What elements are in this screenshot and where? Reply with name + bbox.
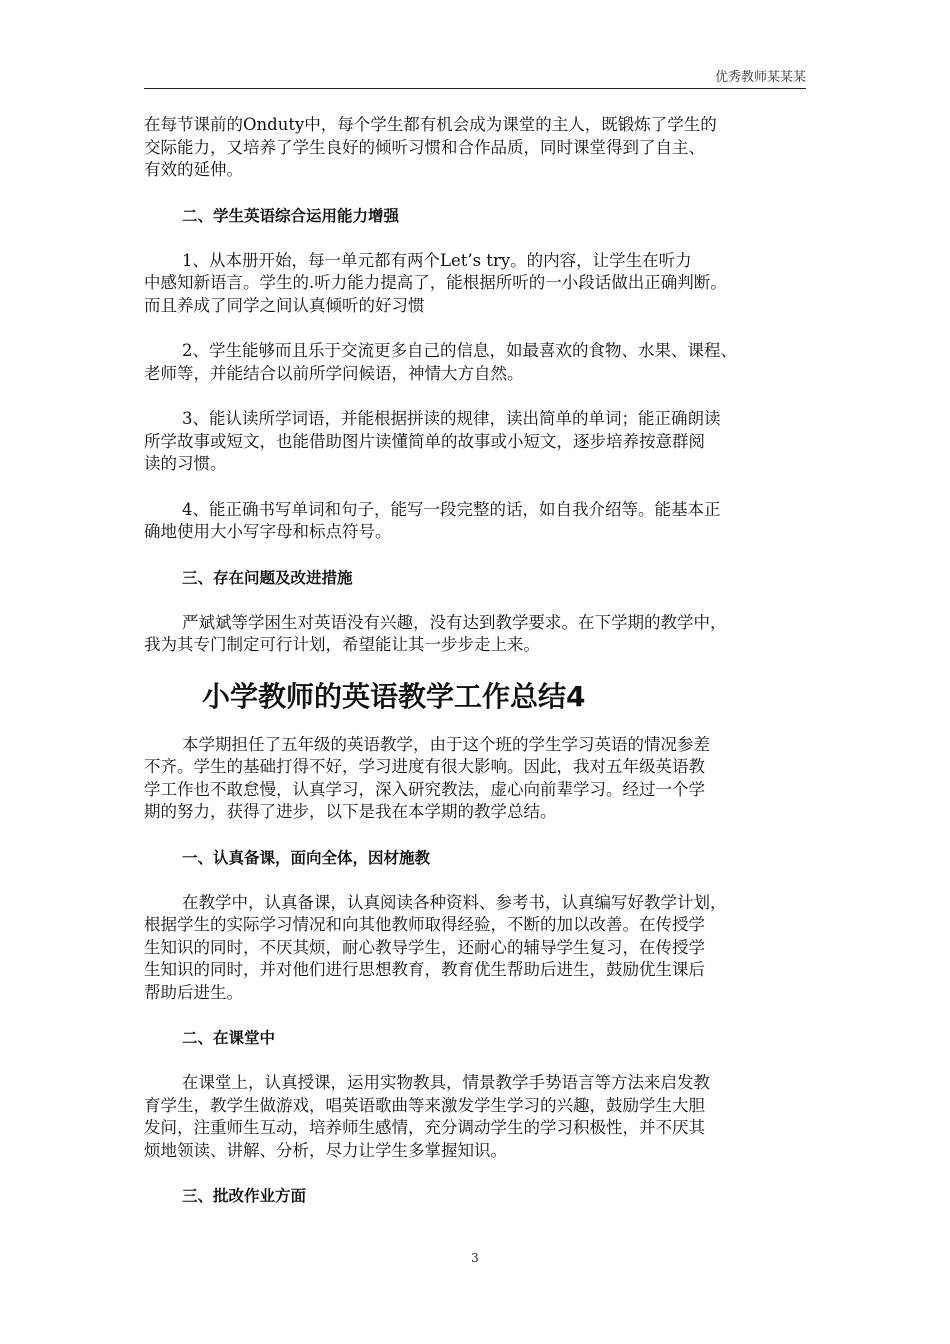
paragraph — [144, 340, 816, 385]
paragraph-line: 在教学中，认真备课，认真阅读各种资料、参考书，认真编写好教学计划， — [182, 892, 727, 912]
paragraph-line: 有效的延伸。 — [144, 160, 243, 179]
paragraph-line: 而且养成了同学之间认真倾听的好习惯 — [144, 295, 425, 315]
paragraph-line: 在课堂上，认真授课，运用实物教具，情景教学手势语言等方法来启发教 — [182, 1073, 710, 1092]
document-body — [144, 114, 816, 1230]
paragraph-line: 3、能认读所学词语，并能根据拼读的规律，读出简单的单词；能正确朗读 — [182, 409, 721, 428]
section-heading: 二、学生英语综合运用能力增强 — [182, 206, 400, 225]
section-heading: 三、批改作业方面 — [182, 1187, 307, 1205]
paragraph — [144, 250, 816, 318]
paragraph-line: 所学故事或短文，也能借助图片读懂简单的故事或小短文，逐步培养按意群阅 — [144, 431, 705, 451]
paragraph-line: 确地使用大小写字母和标点符号。 — [144, 522, 392, 541]
paragraph-line: 4、能正确书写单词和句子，能写一段完整的话，如自我介绍等。能基本正 — [182, 499, 721, 519]
paragraph — [144, 408, 816, 476]
paragraph-line: 在每节课前的Onduty中，每个学生都有机会成为课堂的主人，既锻炼了学生的 — [144, 115, 717, 134]
paragraph-line: 发问，注重师生互动，培养师生感情，充分调动学生的学习积极性，并不厌其 — [144, 1118, 705, 1137]
paragraph-line: 生知识的同时，不厌其烦，耐心教导学生，还耐心的辅导学生复习，在传授学 — [144, 937, 705, 957]
paragraph — [144, 612, 816, 657]
paragraph — [144, 1072, 816, 1162]
section-heading: 三、存在问题及改进措施 — [182, 568, 353, 587]
paragraph-line: 严斌斌等学困生对英语没有兴趣，没有达到教学要求。在下学期的教学中， — [182, 612, 727, 632]
paragraph-line: 期的努力，获得了进步，以下是我在本学期的教学总结。 — [144, 802, 557, 821]
paragraph-line: 读的习惯。 — [144, 454, 227, 473]
page-header — [144, 64, 806, 89]
header-author: 优秀教师某某某 — [714, 70, 806, 85]
paragraph-line: 帮助后进生。 — [144, 982, 243, 1002]
paragraph-line: 本学期担任了五年级的英语教学，由于这个班的学生学习英语的情况参差 — [182, 734, 710, 754]
paragraph-line: 生知识的同时，并对他们进行思想教育，教育优生帮助后进生，鼓励优生课后 — [144, 960, 705, 979]
paragraph-line: 中感知新语言。学生的.听力能力提高了，能根据所听的一小段话做出正确判断。 — [144, 273, 727, 292]
paragraph — [144, 499, 816, 544]
paragraph-line: 1、从本册开始，每一单元都有两个Let’s try。的内容，让学生在听力 — [182, 250, 692, 270]
paragraph-line: 我为其专门制定可行计划，希望能让其一步步走上来。 — [144, 635, 540, 654]
paragraph-line: 学工作也不敢怠慢，认真学习，深入研究教法，虚心向前辈学习。经过一个学 — [144, 779, 705, 799]
paragraph-line: 根据学生的实际学习情况和向其他教师取得经验，不断的加以改善。在传授学 — [144, 915, 705, 934]
page-number: 3 — [471, 1251, 479, 1265]
document-title: 小学教师的英语教学工作总结4 — [202, 679, 586, 713]
paragraph-line: 育学生，教学生做游戏，唱英语歌曲等来激发学生学习的兴趣，鼓励学生大胆 — [144, 1095, 705, 1115]
paragraph-line: 不齐。学生的基础打得不好，学习进度有很大影响。因此，我对五年级英语教 — [144, 757, 705, 776]
section-heading: 二、在课堂中 — [182, 1029, 276, 1047]
paragraph — [144, 892, 816, 1005]
paragraph-line: 老师等，并能结合以前所学问候语，神情大方自然。 — [144, 363, 524, 383]
paragraph-line: 烦地领读、讲解、分析，尽力让学生多掌握知识。 — [144, 1140, 507, 1160]
paragraph — [144, 114, 816, 182]
section-heading: 一、认真备课，面向全体，因材施教 — [182, 848, 431, 867]
paragraph — [144, 734, 816, 824]
paragraph-line: 交际能力，又培养了学生良好的倾听习惯和合作品质，同时课堂得到了自主、 — [144, 137, 705, 157]
paragraph-line: 2、学生能够而且乐于交流更多自己的信息，如最喜欢的食物、水果、课程、 — [182, 341, 737, 360]
